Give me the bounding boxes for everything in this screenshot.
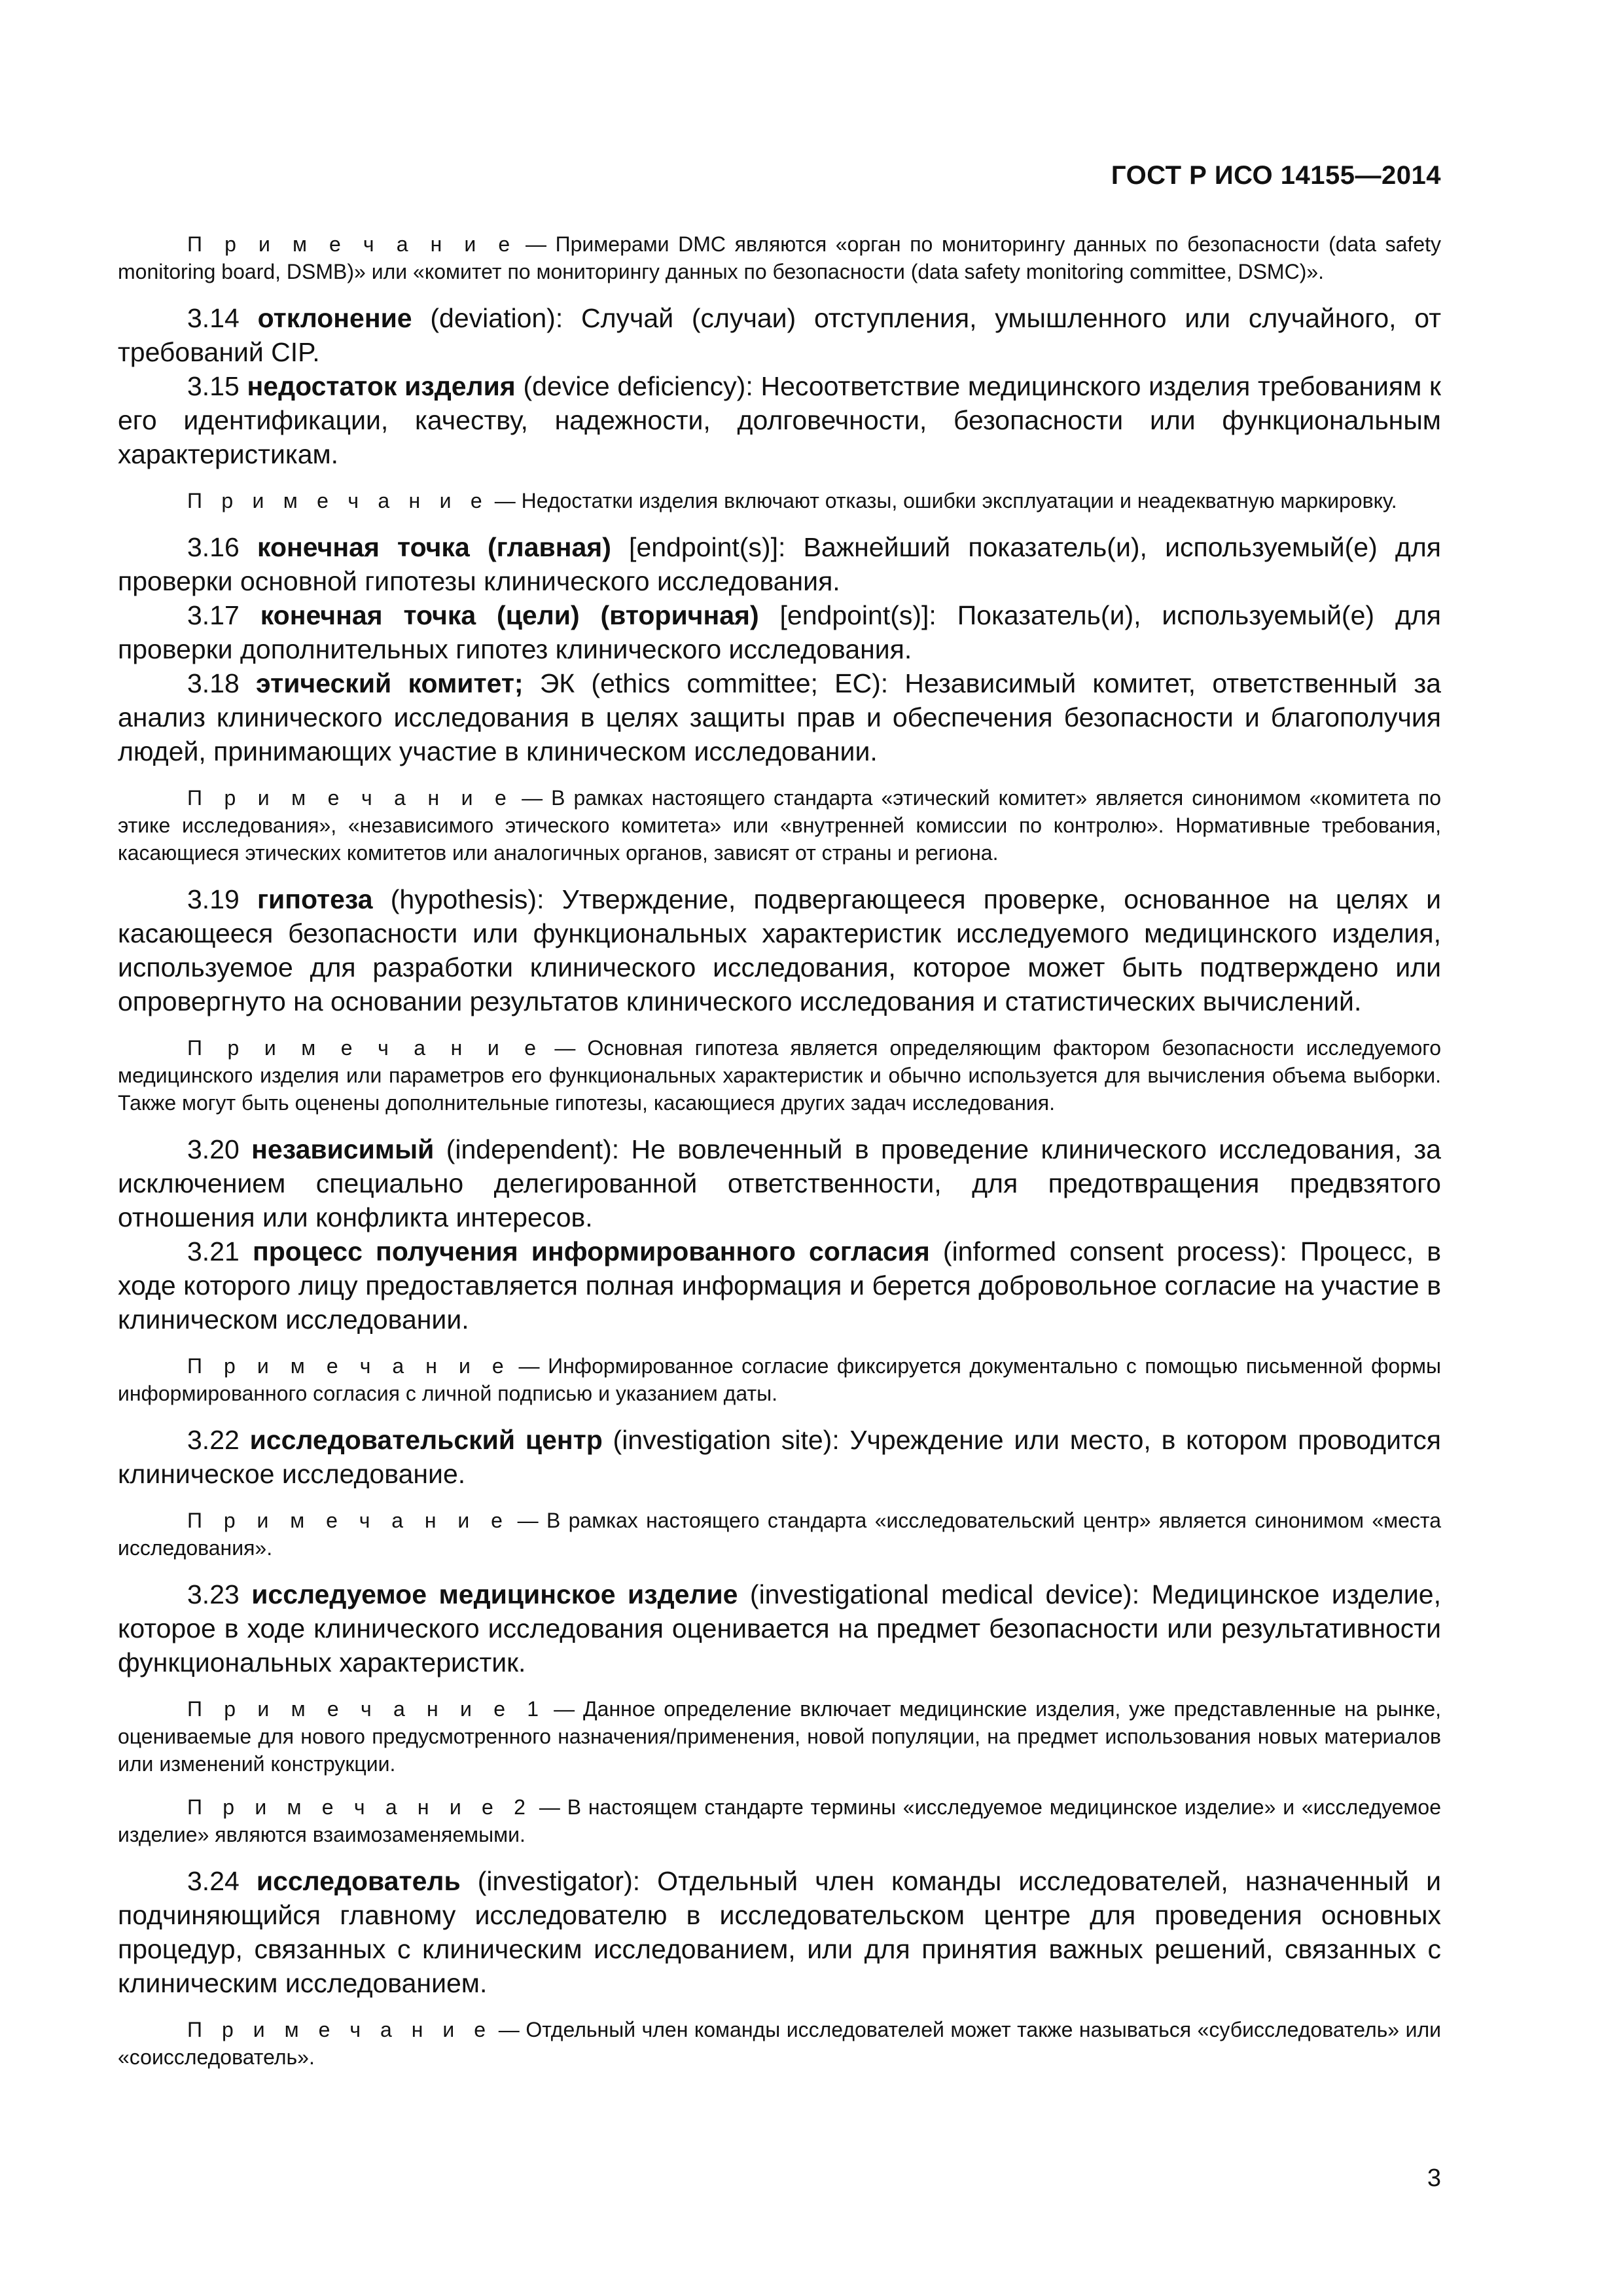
- page-number: 3: [1427, 2164, 1441, 2192]
- term-name: процесс получения информированного согласия: [252, 1236, 930, 1266]
- note-label: П р и м е ч а н и е: [187, 1036, 543, 1060]
- note-text: Отдельный член команды исследователей может также называться «субисследователь» или «соисследователь».: [118, 2018, 1442, 2069]
- note-dash: —: [488, 489, 522, 512]
- term-number: 3.24: [187, 1866, 257, 1896]
- note-dash: —: [516, 232, 556, 256]
- term-definition: (informed consent process): Процесс, в ходе которого лицу предоставляется полная информация и берется добровольное согласие на участие в клиническом исследовании.: [118, 1236, 1441, 1335]
- note-text: В рамках настоящего стандарта «исследовательский центр» является синонимом «места исследования».: [118, 1509, 1442, 1560]
- term-number: 3.22: [187, 1425, 250, 1455]
- note-text: Основная гипотеза является определяющим фактором безопасности исследуемого медицинского изделия или параметров его функциональных характеристик и обычно используется для вычисления объема выборки. Также могут быть оценены дополнительные гипотезы, касающиеся других задач исследования.: [118, 1036, 1442, 1115]
- note-label: П р и м е ч а н и е: [187, 489, 489, 512]
- term-3-18: [118, 666, 1441, 768]
- term-number: 3.15: [187, 371, 247, 401]
- term-number: 3.18: [187, 668, 257, 698]
- note-3-21: [118, 1352, 1441, 1407]
- term-name: недостаток изделия: [247, 371, 516, 401]
- term-name: отклонение: [257, 303, 412, 333]
- note-text: Информированное согласие фиксируется документально с помощью письменной формы информированного согласия с личной подписью и указанием даты.: [118, 1354, 1442, 1405]
- term-name: независимый: [251, 1134, 435, 1164]
- term-name: гипотеза: [257, 884, 373, 914]
- page-content: [118, 230, 1441, 2071]
- note-dash: —: [545, 1697, 583, 1721]
- term-3-17: [118, 598, 1441, 666]
- term-number: 3.23: [187, 1579, 252, 1609]
- term-3-16: [118, 530, 1441, 598]
- note-3-19: [118, 1034, 1441, 1117]
- note-dash: —: [543, 1036, 588, 1060]
- term-definition: (deviation): Случай (случаи) отступления, умышленного или случайного, от требований CIP.: [118, 303, 1441, 367]
- note-3-15: [118, 487, 1441, 514]
- note-label: П р и м е ч а н и е 2: [187, 1795, 533, 1819]
- note-label: П р и м е ч а н и е: [187, 2018, 493, 2041]
- note-label: П р и м е ч а н и е: [187, 1354, 510, 1378]
- standard-designation: ГОСТ Р ИСО 14155—2014: [1111, 161, 1441, 190]
- note-dash: —: [510, 1354, 548, 1378]
- term-number: 3.20: [187, 1134, 252, 1164]
- term-number: 3.17: [187, 600, 260, 630]
- term-number: 3.14: [187, 303, 258, 333]
- note-3-18: [118, 784, 1441, 867]
- term-name: исследуемое медицинское изделие: [251, 1579, 738, 1609]
- term-definition: [endpoint(s)]: Важнейший показатель(и), используемый(е) для проверки основной гипотезы клинического исследования.: [118, 532, 1441, 596]
- term-name: конечная точка (главная): [257, 532, 611, 562]
- term-definition: (independent): Не вовлеченный в проведение клинического исследования, за исключением специально делегированной ответственности, для предотвращения предвзятого отношения или конфликта интересов.: [118, 1134, 1441, 1232]
- note-text: Недостатки изделия включают отказы, ошибки эксплуатации и неадекватную маркировку.: [521, 489, 1397, 512]
- note-3-13: [118, 230, 1441, 285]
- note-text: Данное определение включает медицинские изделия, уже представленные на рынке, оцениваемые для нового предусмотренного назначения/применения, новой популяции, на предмет использования новых материалов или изменений конструкции.: [118, 1697, 1442, 1776]
- term-definition: ЭК (ethics committee; EC): Независимый комитет, ответственный за анализ клинического исследования в целях защиты прав и обеспечения безопасности и благополучия людей, принимающих участие в клиническом исследовании.: [118, 668, 1441, 766]
- note-3-23-2: [118, 1793, 1441, 1848]
- term-definition: (investigation site): Учреждение или место, в котором проводится клиническое исследование.: [118, 1425, 1441, 1489]
- term-name: конечная точка (цели) (вторичная): [260, 600, 759, 630]
- term-name: исследовательский центр: [249, 1425, 603, 1455]
- note-label: П р и м е ч а н и е: [187, 786, 514, 810]
- term-number: 3.21: [187, 1236, 253, 1266]
- term-3-22: [118, 1423, 1441, 1491]
- term-definition: (hypothesis): Утверждение, подвергающееся проверке, основанное на целях и касающееся безопасности или функциональных характеристик исследуемого медицинского изделия, используемое для разработки клинического исследования, которое может быть подтверждено или опровергнуто на основании результатов клинического исследования и статистических вычислений.: [118, 884, 1441, 1016]
- term-3-15: [118, 369, 1441, 471]
- note-3-24: [118, 2016, 1441, 2071]
- term-number: 3.16: [187, 532, 257, 562]
- term-3-14: [118, 301, 1441, 369]
- note-3-23-1: [118, 1695, 1441, 1778]
- note-dash: —: [509, 1509, 546, 1532]
- note-dash: —: [513, 786, 552, 810]
- term-3-24: [118, 1864, 1441, 2000]
- note-3-22: [118, 1507, 1441, 1562]
- term-definition: (investigator): Отдельный член команды исследователей, назначенный и подчиняющийся главному исследователю в исследовательском центре для проведения основных процедур, связанных с клиническим исследованием, или для принятия важных решений, связанных с клиническим исследованием.: [118, 1866, 1441, 1998]
- note-label: П р и м е ч а н и е 1: [187, 1697, 546, 1721]
- note-text: В рамках настоящего стандарта «этический комитет» является синонимом «комитета по этике исследования», «независимого этического комитета» или «внутренней комиссии по контролю». Нормативные требования, касающиеся этических комитетов или аналогичных органов, зависят от страны и региона.: [118, 786, 1442, 865]
- note-dash: —: [492, 2018, 526, 2041]
- term-name: исследователь: [256, 1866, 461, 1896]
- term-definition: (device deficiency): Несоответствие медицинского изделия требованиям к его идентификации, качеству, надежности, долговечности, безопасности или функциональным характеристикам.: [118, 371, 1441, 469]
- term-definition: [endpoint(s)]: Показатель(и), используемый(е) для проверки дополнительных гипотез клинического исследования.: [118, 600, 1441, 664]
- term-3-20: [118, 1132, 1441, 1234]
- term-name: этический комитет;: [256, 668, 524, 698]
- note-text: Примерами DMC являются «орган по мониторингу данных по безопасности (data safety monitoring board, DSMB)» или «комитет по мониторингу данных по безопасности (data safety monitoring committee, DSMC)».: [118, 232, 1442, 283]
- term-3-21: [118, 1234, 1441, 1336]
- term-3-19: [118, 882, 1441, 1018]
- note-text: В настоящем стандарте термины «исследуемое медицинское изделие» и «исследуемое изделие» являются взаимозаменяемыми.: [118, 1795, 1442, 1846]
- note-dash: —: [532, 1795, 567, 1819]
- term-definition: (investigational medical device): Медицинское изделие, которое в ходе клинического исследования оценивается на предмет безопасности или результативности функциональных характеристик.: [118, 1579, 1441, 1677]
- note-label: П р и м е ч а н и е: [187, 232, 517, 256]
- note-label: П р и м е ч а н и е: [187, 1509, 510, 1532]
- term-3-23: [118, 1577, 1441, 1679]
- term-number: 3.19: [187, 884, 257, 914]
